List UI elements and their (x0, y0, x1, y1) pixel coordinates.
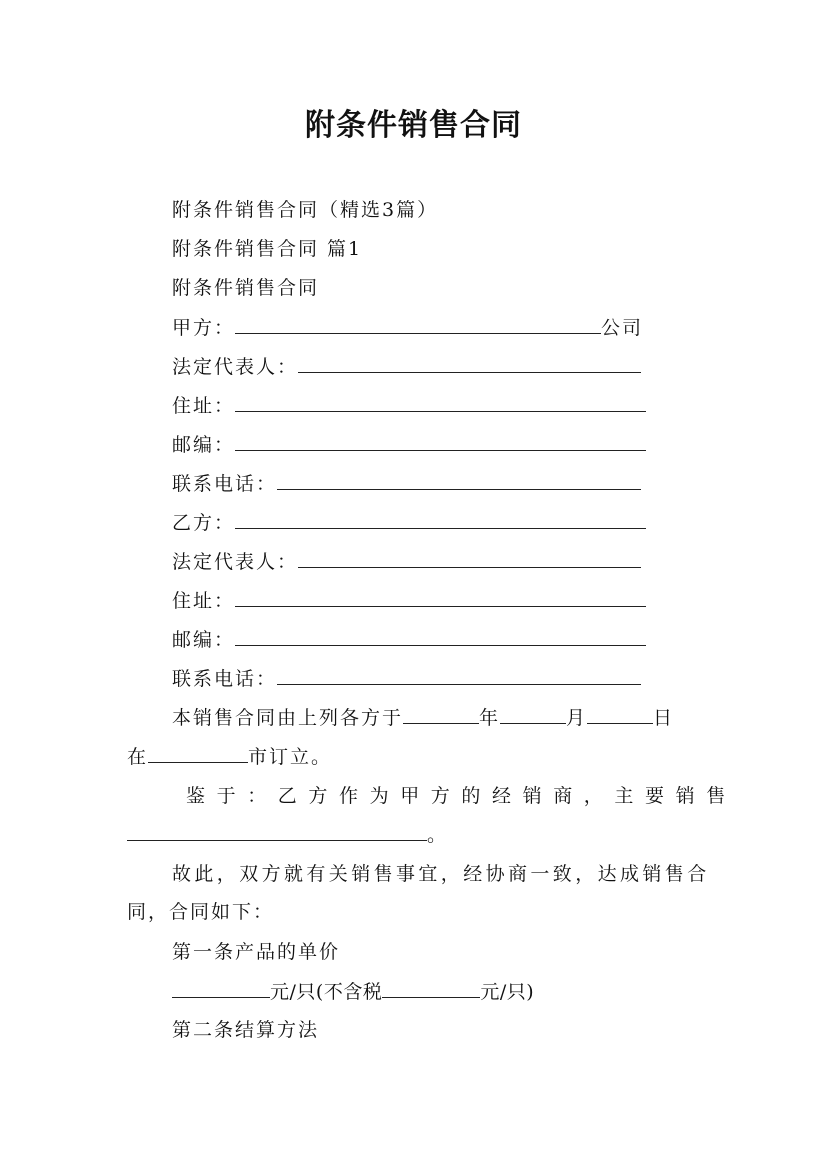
article-2-heading: 第二条结算方法 (172, 1019, 320, 1041)
party-b-addr-label: 住址： (172, 590, 236, 612)
party-b-phone-line (172, 666, 641, 691)
price-unit-text: 元/只(不含税 (270, 981, 383, 1003)
whereas-line: 鉴于：乙方作为甲方的经销商，主要销售 (186, 785, 737, 807)
party-b-phone-label: 联系电话： (172, 668, 278, 690)
party-b-label: 乙方： (172, 512, 236, 534)
party-a-rep-label: 法定代表人： (172, 356, 299, 378)
city-blank[interactable] (148, 744, 248, 763)
month-blank[interactable] (500, 705, 566, 724)
party-b-zip-line (172, 627, 646, 652)
party-b-zip-label: 邮编： (172, 629, 236, 651)
party-b-rep-label: 法定代表人： (172, 551, 299, 573)
party-b-addr-blank[interactable] (235, 588, 646, 607)
signing-date-line (172, 705, 674, 730)
party-a-phone-blank[interactable] (277, 471, 641, 490)
party-a-blank[interactable] (235, 315, 601, 334)
contract-name: 附条件销售合同 (172, 277, 320, 299)
party-b-phone-blank[interactable] (277, 666, 641, 685)
signing-text: 本销售合同由上列各方于 (172, 707, 404, 729)
whereas-period: 。 (427, 824, 449, 846)
price-end-text: 元/只) (480, 981, 535, 1003)
party-a-phone-line (172, 471, 641, 496)
product-blank[interactable] (127, 822, 427, 841)
party-a-label: 甲方： (172, 317, 236, 339)
party-a-zip-line (172, 432, 646, 457)
party-b-zip-blank[interactable] (235, 627, 646, 646)
subtitle-line: 附条件销售合同（精选3篇） (172, 199, 439, 221)
party-b-addr-line (172, 588, 646, 613)
party-a-phone-label: 联系电话： (172, 473, 278, 495)
place-suffix: 市订立。 (248, 746, 333, 768)
therefore-line: 故此，双方就有关销售事宜，经协商一致，达成销售合 (172, 863, 710, 885)
month-label: 月 (566, 707, 588, 729)
party-a-addr-line (172, 393, 646, 418)
tax-price-blank[interactable] (382, 979, 480, 998)
party-a-zip-label: 邮编： (172, 434, 236, 456)
party-a-zip-blank[interactable] (235, 432, 646, 451)
party-a-addr-label: 住址： (172, 395, 236, 417)
party-a-addr-blank[interactable] (235, 393, 646, 412)
day-blank[interactable] (587, 705, 653, 724)
party-b-rep-blank[interactable] (298, 549, 641, 568)
place-prefix: 在 (127, 746, 149, 768)
article-1-heading: 第一条产品的单价 (172, 941, 341, 963)
party-b-blank[interactable] (235, 510, 646, 529)
signing-place-line (127, 744, 332, 769)
unit-price-blank[interactable] (172, 979, 270, 998)
party-b-line (172, 510, 646, 535)
section-heading: 附条件销售合同 篇1 (172, 238, 363, 260)
therefore-line-2: 同，合同如下： (127, 901, 275, 923)
price-line (172, 979, 534, 1004)
whereas-line-2 (127, 822, 448, 847)
party-a-rep-blank[interactable] (298, 354, 641, 373)
document-title: 附条件销售合同 (305, 108, 522, 143)
party-a-suffix: 公司 (601, 317, 644, 339)
party-a-line (172, 315, 643, 340)
party-b-rep-line (172, 549, 641, 574)
year-blank[interactable] (403, 705, 479, 724)
year-label: 年 (479, 707, 501, 729)
party-a-rep-line (172, 354, 641, 379)
day-label: 日 (653, 707, 675, 729)
